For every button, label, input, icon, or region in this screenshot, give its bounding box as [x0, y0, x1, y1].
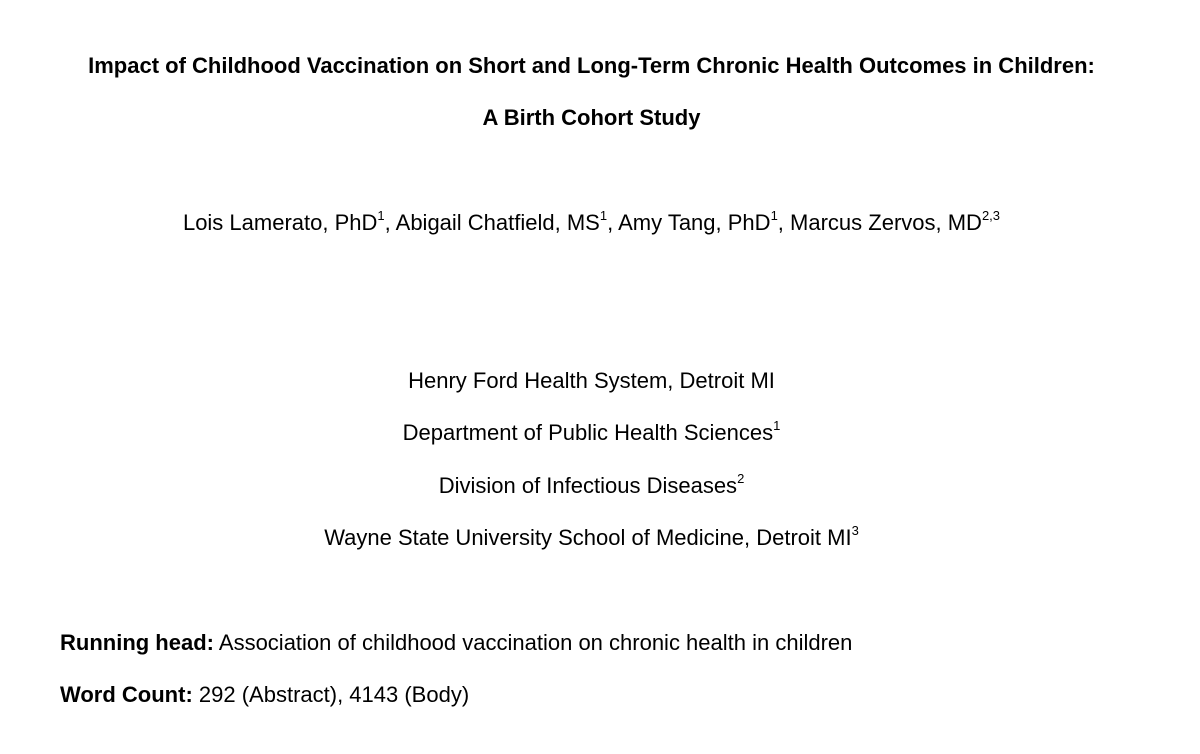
author-name: Lois Lamerato, PhD — [182, 210, 378, 235]
author-affiliation-marker: 1 — [599, 207, 608, 223]
affiliation-text: Department of Public Health Sciences — [402, 420, 774, 445]
author-affiliation-marker: 1 — [770, 207, 778, 223]
affiliation-text: Wayne State University School of Medicine, Detroit MI — [324, 525, 852, 550]
affiliation-marker: 3 — [851, 522, 859, 538]
affiliation-line — [0, 524, 1183, 552]
author-name: Abigail Chatfield, MS — [395, 210, 600, 235]
running-head-label: Running head: — [60, 630, 214, 655]
affiliation-text: Division of Infectious Diseases — [438, 473, 738, 498]
author-affiliation-marker: 1 — [377, 207, 385, 223]
running-head-value: Association of childhood vaccination on chronic health in children — [218, 630, 853, 655]
author-separator: , — [777, 210, 791, 235]
affiliation-marker: 2 — [737, 470, 745, 486]
affiliation-line — [0, 367, 1183, 395]
author-separator: , — [607, 210, 619, 235]
author-list — [0, 209, 1183, 237]
author-name: Marcus Zervos, MD — [790, 210, 982, 235]
affiliation-marker: 1 — [773, 417, 781, 433]
author-affiliation-marker: 2,3 — [981, 207, 1001, 223]
author-separator: , — [384, 210, 396, 235]
word-count-value: 292 (Abstract), 4143 (Body) — [198, 682, 470, 707]
word-count — [60, 681, 469, 709]
affiliation-line — [0, 419, 1183, 447]
affiliation-line — [0, 472, 1183, 500]
word-count-label: Word Count: — [60, 682, 193, 707]
paper-title-line-2: A Birth Cohort Study — [482, 105, 701, 130]
paper-title-line-1: Impact of Childhood Vaccination on Short and Long-Term Chronic Health Outcomes in Children: — [88, 53, 1095, 78]
author-name: Amy Tang, PhD — [618, 210, 771, 235]
running-head — [60, 629, 852, 657]
affiliation-text: Henry Ford Health System, Detroit MI — [408, 368, 775, 393]
